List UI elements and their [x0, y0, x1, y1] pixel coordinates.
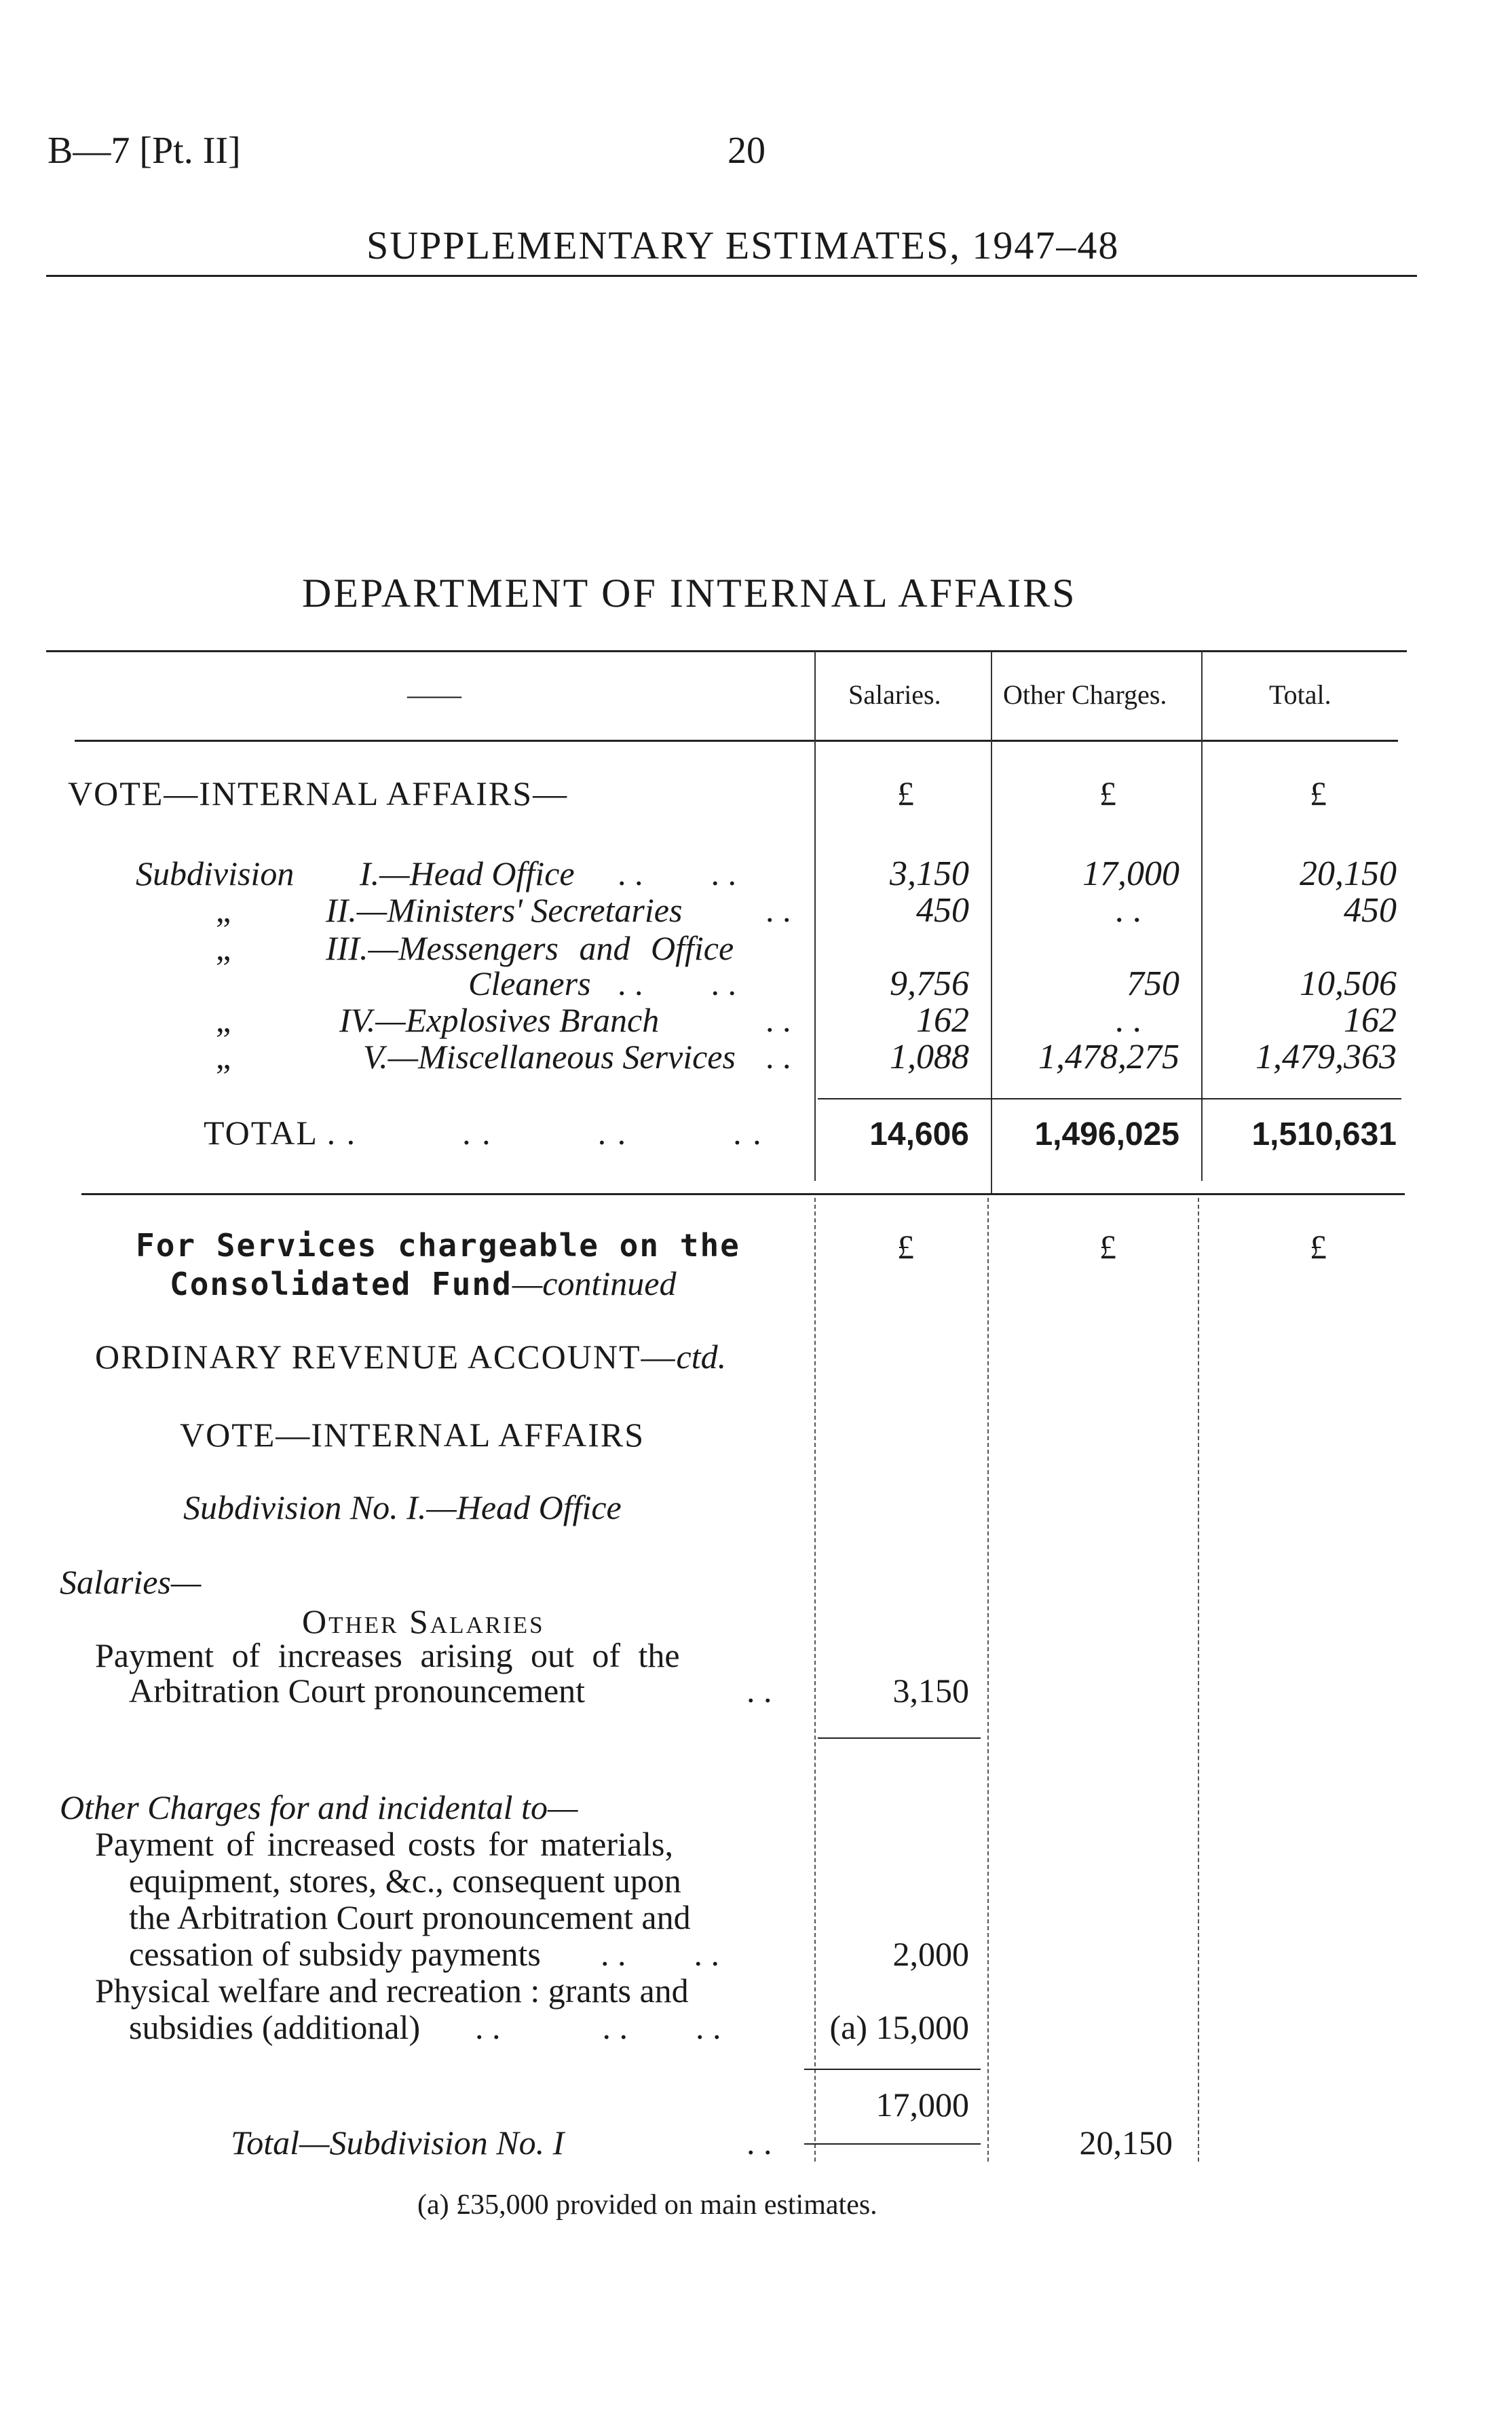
detail-heading-fund: Consolidated Fund: [170, 1266, 512, 1302]
other-charges-label: Other Charges for and incidental to—: [60, 1788, 578, 1826]
row-total: 450: [1344, 891, 1397, 930]
row-other: 17,000: [1082, 854, 1179, 893]
row-total: 20,150: [1300, 854, 1397, 893]
total-label: TOTAL . . . . . . . .: [204, 1114, 763, 1152]
header-rule: [46, 275, 1417, 277]
detail-currency-other: £: [1099, 1228, 1116, 1266]
total-total: 1,510,631: [1251, 1116, 1397, 1152]
row-salaries: 1,088: [890, 1038, 969, 1076]
detail-divider-1: [814, 1198, 816, 2162]
row-prefix: „: [216, 891, 231, 929]
row-total: 1,479,363: [1255, 1038, 1397, 1076]
item1-rule: [818, 1737, 981, 1739]
detail-vote-heading: VOTE—INTERNAL AFFAIRS: [180, 1416, 645, 1454]
subdivision-total-amount: 20,150: [1079, 2124, 1173, 2162]
detail-divider-3: [1198, 1198, 1199, 2162]
col-header-salaries: Salaries.: [848, 679, 941, 710]
item3-amount: (a) 15,000: [829, 2008, 969, 2046]
row-total: 10,506: [1300, 964, 1397, 1003]
row-salaries: 3,150: [890, 854, 969, 893]
col-divider-2: [991, 652, 992, 1194]
subtotal-amount: 17,000: [875, 2086, 969, 2124]
item2-amount: 2,000: [892, 1935, 969, 1973]
detail-heading-line2: [170, 1264, 676, 1303]
row-total: 162: [1344, 1001, 1397, 1040]
col-header-total: Total.: [1269, 679, 1331, 710]
row-leaders: . .: [766, 1001, 791, 1039]
table-top-rule: [46, 650, 1407, 652]
subdivision-total-leaders: . .: [746, 2124, 772, 2162]
detail-subdivision-heading: Subdivision No. I.—Head Office: [183, 1488, 622, 1526]
currency-other: £: [1099, 774, 1116, 812]
row-other: . .: [1116, 891, 1142, 930]
row-leaders: . .: [766, 891, 791, 929]
footnote: (a) £35,000 provided on main estimates.: [417, 2189, 877, 2221]
row-salaries: 450: [916, 891, 969, 930]
col-divider-3: [1201, 652, 1203, 1181]
item1-line1: Payment of increases arising out of the: [95, 1636, 680, 1674]
row-label: I.—Head Office: [360, 854, 575, 892]
item2-line4: cessation of subsidy payments: [129, 1935, 541, 1973]
item2-line1: Payment of increased costs for materials,: [95, 1825, 673, 1863]
row-leaders: . .: [766, 1038, 791, 1076]
item1-line2: Arbitration Court pronouncement: [129, 1672, 586, 1710]
item1-amount: 3,150: [892, 1672, 969, 1710]
detail-currency-total: £: [1310, 1228, 1327, 1266]
col-divider-1: [814, 652, 816, 1181]
row-label: V.—Miscellaneous Services: [363, 1038, 736, 1076]
row-other: . .: [1116, 1001, 1142, 1040]
account-name: ORDINARY REVENUE ACCOUNT—: [95, 1338, 677, 1376]
row-prefix: „: [216, 929, 231, 967]
col-header-blank: ——: [407, 679, 461, 710]
row-salaries: 9,756: [890, 964, 969, 1003]
detail-heading-continued: —continued: [512, 1264, 677, 1302]
item2-leaders: . . . .: [601, 1935, 719, 1973]
page-number: 20: [727, 130, 766, 172]
row-prefix: Subdivision: [136, 854, 295, 892]
account-heading: [95, 1337, 726, 1376]
row-label: III.—Messengers and Office: [326, 929, 734, 967]
item3-leaders: . . . . . .: [475, 2008, 721, 2046]
subtotal-rule-top: [804, 2069, 981, 2070]
row-other: 1,478,275: [1038, 1038, 1179, 1076]
detail-divider-2: [987, 1198, 989, 2162]
item2-line3: the Arbitration Court pronouncement and: [129, 1898, 691, 1936]
section-rule: [81, 1193, 1405, 1195]
row-label: IV.—Explosives Branch: [339, 1001, 660, 1039]
row-label: II.—Ministers' Secretaries: [326, 891, 683, 929]
row-other: 750: [1127, 964, 1179, 1003]
vote-label: VOTE—INTERNAL AFFAIRS—: [68, 774, 569, 812]
total-other: 1,496,025: [1034, 1116, 1179, 1152]
salaries-label: Salaries—: [60, 1563, 202, 1601]
detail-heading-line1: For Services chargeable on the: [136, 1227, 740, 1264]
row-leaders: . . . .: [618, 964, 736, 1002]
table-header-rule: [75, 740, 1398, 742]
totals-rule: [818, 1098, 1401, 1099]
total-salaries: 14,606: [869, 1116, 969, 1152]
page-title: SUPPLEMENTARY ESTIMATES, 1947–48: [366, 223, 1120, 267]
account-suffix: ctd.: [676, 1338, 727, 1376]
item3-line1: Physical welfare and recreation : grants and: [95, 1972, 689, 2010]
item2-line2: equipment, stores, &c., consequent upon: [129, 1862, 681, 1900]
row-label: Cleaners: [468, 964, 591, 1002]
detail-currency-salaries: £: [897, 1228, 914, 1266]
row-salaries: 162: [916, 1001, 969, 1040]
item1-leaders: . .: [746, 1672, 772, 1710]
col-header-other-charges: Other Charges.: [1003, 679, 1167, 710]
subtotal-rule-bottom: [804, 2143, 981, 2145]
item3-line2: subsidies (additional): [129, 2008, 421, 2046]
department-heading: DEPARTMENT OF INTERNAL AFFAIRS: [302, 571, 1077, 616]
other-salaries-label: Other Salaries: [302, 1602, 545, 1640]
currency-total: £: [1310, 774, 1327, 812]
row-prefix: „: [216, 1001, 231, 1039]
currency-salaries: £: [897, 774, 914, 812]
row-prefix: „: [216, 1038, 231, 1076]
row-leaders: . . . .: [618, 854, 736, 892]
subdivision-total-label: Total—Subdivision No. I: [231, 2124, 565, 2162]
document-reference: B—7 [Pt. II]: [48, 130, 241, 172]
